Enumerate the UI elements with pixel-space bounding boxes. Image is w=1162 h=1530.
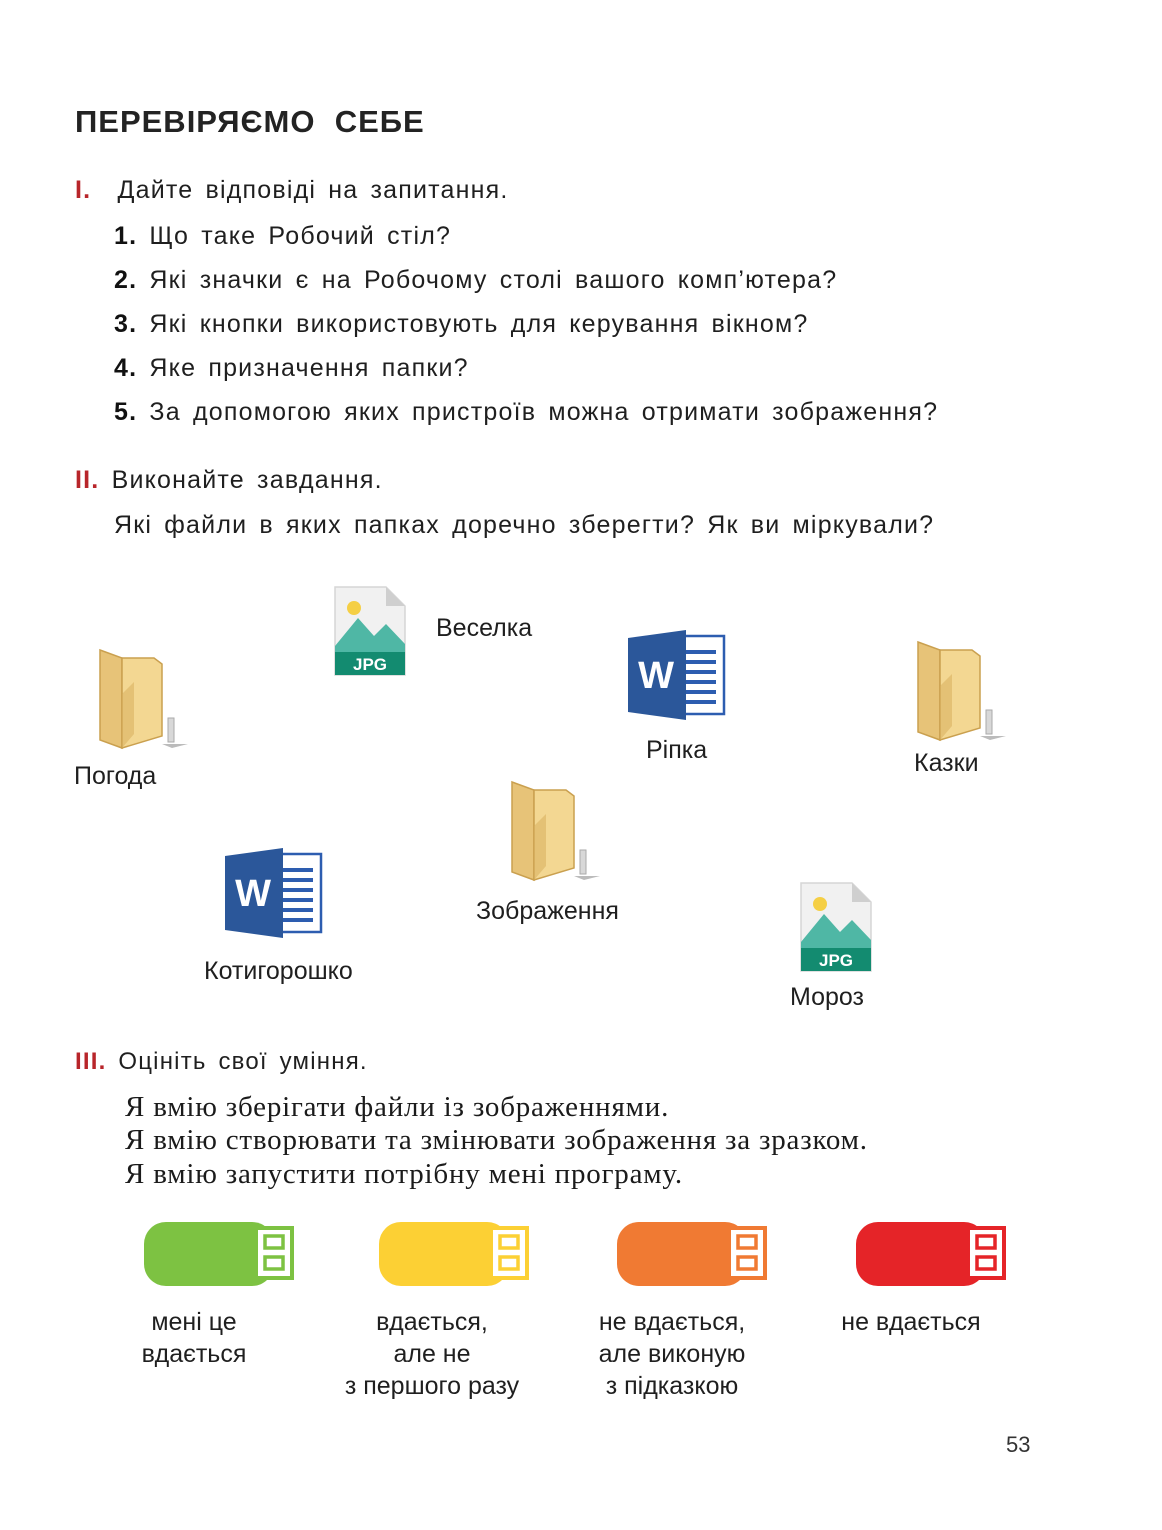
part1-roman-numeral: I. (75, 176, 92, 204)
file-label-kotyhoroshko: Котигорошко (204, 957, 353, 985)
word-document-icon[interactable] (225, 848, 323, 938)
statement-2: Я вмію створювати та змінювати зображення за зразком. (125, 1124, 868, 1156)
part1-heading-line (75, 176, 509, 205)
file-label-ripka: Ріпка (646, 736, 708, 764)
statement-1: Я вмію зберігати файли із зображеннями. (125, 1091, 670, 1123)
folder-label-kazky: Казки (914, 749, 979, 777)
scale-caption-yellow: вдається, але не з першого разу (344, 1308, 520, 1400)
question-3: 3. Які кнопки використовують для керування вікном? (114, 310, 809, 338)
statement-3: Я вмію запустити потрібну мені програму. (125, 1158, 683, 1190)
svg-text:W: W (235, 873, 271, 915)
folder-icon[interactable] (96, 648, 190, 752)
part3-heading: Оцініть свої уміння. (118, 1048, 368, 1075)
jpg-file-icon[interactable] (334, 586, 406, 676)
part3-heading-line (75, 1048, 368, 1076)
folder-label-zobrazhennya: Зображення (476, 897, 619, 925)
orange-usb-drive-icon[interactable] (617, 1220, 769, 1290)
scale-caption-orange: не вдається, але виконую з підказкою (598, 1308, 746, 1400)
svg-text:W: W (638, 655, 674, 697)
part2-heading-line (75, 466, 383, 495)
question-5: 5. За допомогою яких пристроїв можна отримати зображення? (114, 398, 939, 426)
folder-icon[interactable] (914, 640, 1008, 744)
question-4: 4. Яке призначення папки? (114, 354, 469, 382)
part2-heading: Виконайте завдання. (111, 466, 383, 494)
scale-caption-green: мені це вдається (141, 1308, 247, 1368)
svg-text:JPG: JPG (352, 655, 388, 674)
part1-heading: Дайте відповіді на запитання. (117, 176, 509, 204)
part2-roman-numeral: II. (75, 466, 100, 494)
question-2: 2. Які значки є на Робочому столі вашого комп’ютера? (114, 266, 838, 294)
word-document-icon[interactable] (628, 630, 726, 720)
folder-icon[interactable] (508, 780, 602, 884)
jpg-file-icon[interactable] (800, 882, 872, 972)
folder-label-pogoda: Погода (74, 762, 157, 790)
yellow-usb-drive-icon[interactable] (379, 1220, 531, 1290)
part2-task-text: Які файли в яких папках доречно зберегти? Як ви міркували? (114, 511, 935, 539)
question-1: 1. Що таке Робочий стіл? (114, 222, 452, 250)
file-label-moroz: Мороз (790, 983, 864, 1011)
section-title: ПЕРЕВІРЯЄМО СЕБЕ (75, 104, 425, 139)
scale-caption-red: не вдається (841, 1308, 981, 1336)
part3-roman-numeral: III. (75, 1048, 107, 1075)
green-usb-drive-icon[interactable] (144, 1220, 296, 1290)
file-label-veselka: Веселка (436, 614, 533, 642)
svg-text:JPG: JPG (818, 951, 854, 970)
page-number: 53 (1006, 1432, 1031, 1457)
red-usb-drive-icon[interactable] (856, 1220, 1008, 1290)
